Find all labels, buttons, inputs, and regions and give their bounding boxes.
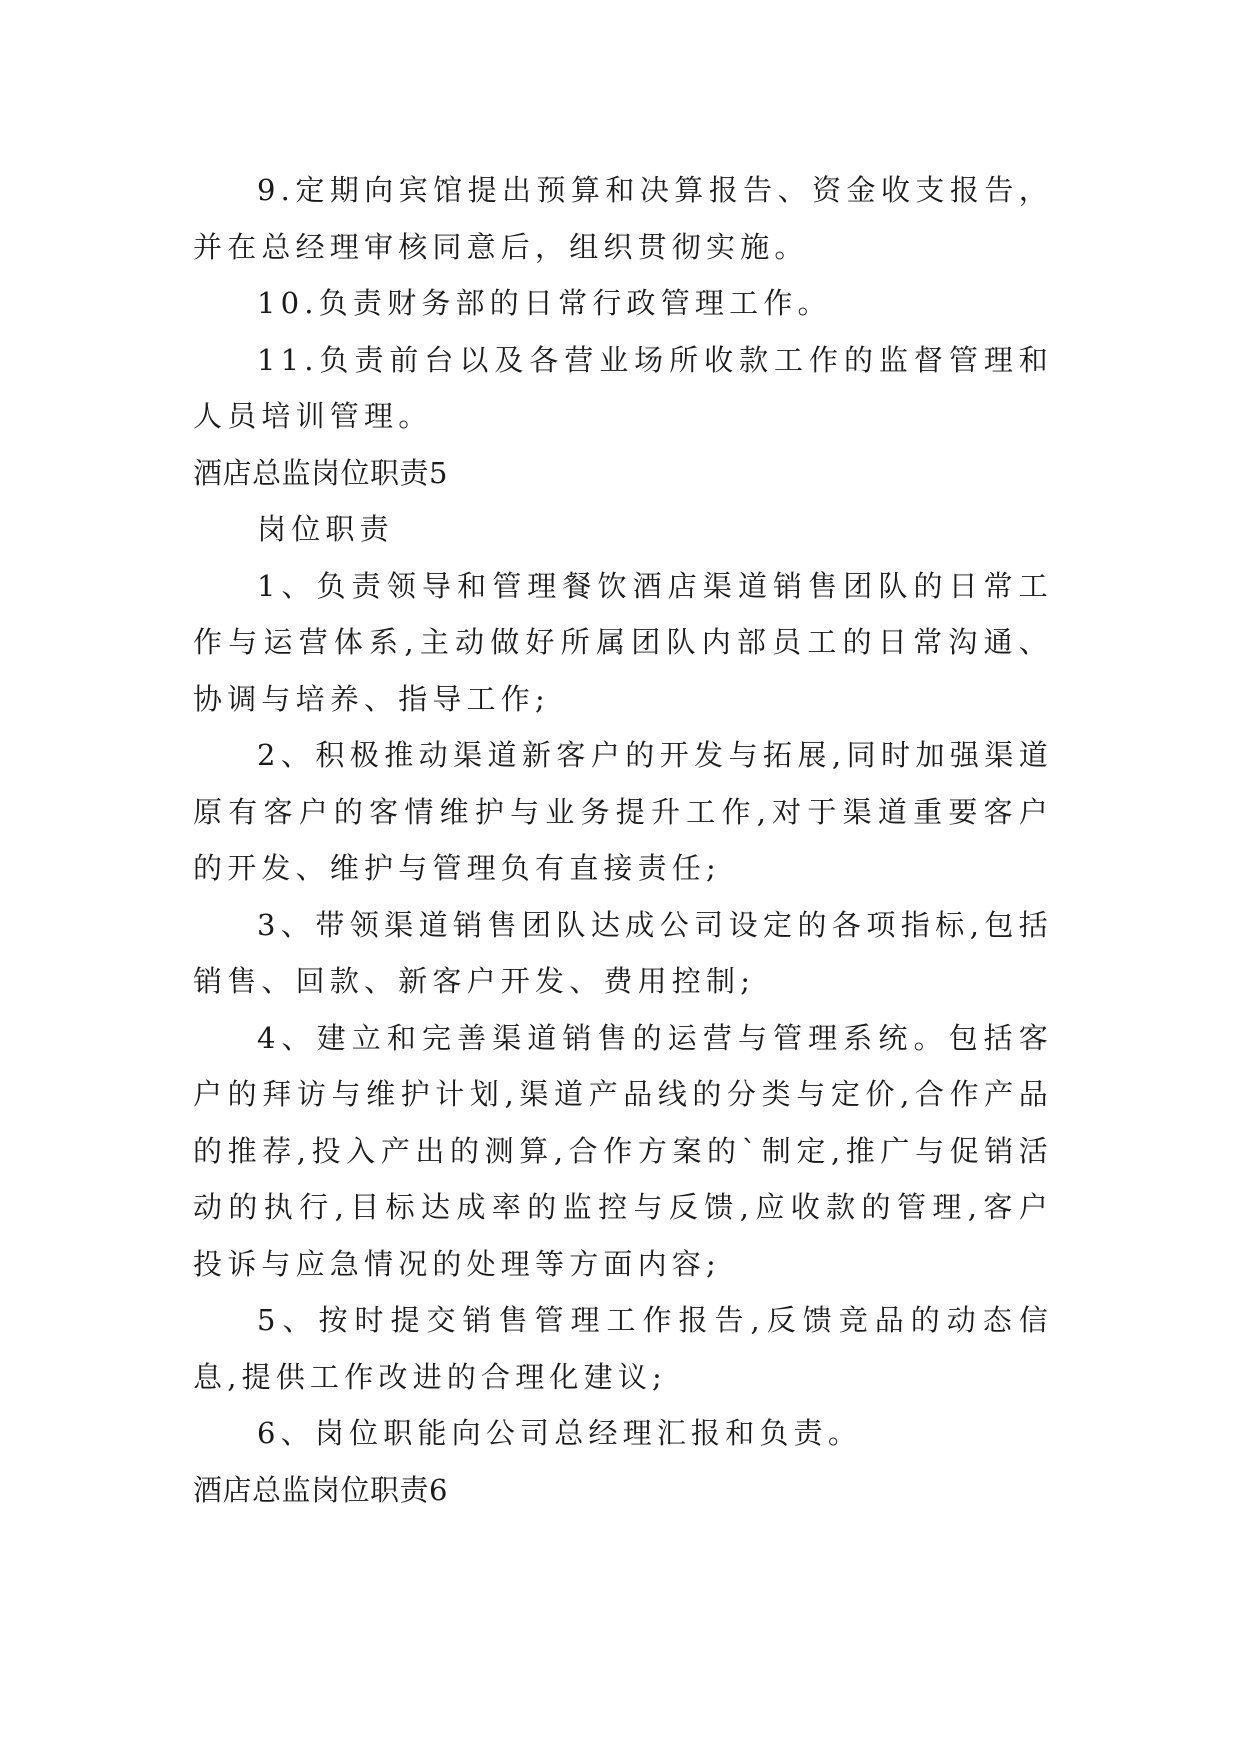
duty-item-1: 1、负责领导和管理餐饮酒店渠道销售团队的日常工作与运营体系,主动做好所属团队内部员工的日常沟通、协调与培养、指导工作; <box>193 568 1053 716</box>
section-heading-6: 酒店总监岗位职责6 <box>193 1472 448 1507</box>
duty-item-4: 4、建立和完善渠道销售的运营与管理系统。包括客户的拜访与维护计划,渠道产品线的分类与定价,合作产品的推荐,投入产出的测算,合作方案的`制定,推广与促销活动的执行,目标达成率的监控与反馈,应收款的管理,客户投诉与应急情况的处理等方面内容; <box>193 1020 1053 1281</box>
paragraph-item-10: 10.负责财务部的日常行政管理工作。 <box>257 286 832 320</box>
subheading-job-duties: 岗位职责 <box>257 512 394 546</box>
duty-item-5: 5、按时提交销售管理工作报告,反馈竞品的动态信息,提供工作改进的合理化建议; <box>193 1303 1053 1394</box>
section-heading-5: 酒店总监岗位职责5 <box>193 455 448 490</box>
duty-item-2: 2、积极推动渠道新客户的开发与拓展,同时加强渠道原有客户的客情维护与业务提升工作,对于渠道重要客户的开发、维护与管理负有直接责任; <box>193 738 1053 885</box>
duty-item-6: 6、岗位职能向公司总经理汇报和负责。 <box>257 1416 863 1450</box>
document-body <box>193 162 1053 1518</box>
paragraph-item-11: 11.负责前台以及各营业场所收款工作的监督管理和人员培训管理。 <box>193 342 1053 433</box>
paragraph-item-9: 9.定期向宾馆提出预算和决算报告、资金收支报告，并在总经理审核同意后，组织贯彻实施。 <box>193 173 1053 264</box>
duty-item-3: 3、带领渠道销售团队达成公司设定的各项指标,包括销售、回款、新客户开发、费用控制; <box>193 907 1053 998</box>
